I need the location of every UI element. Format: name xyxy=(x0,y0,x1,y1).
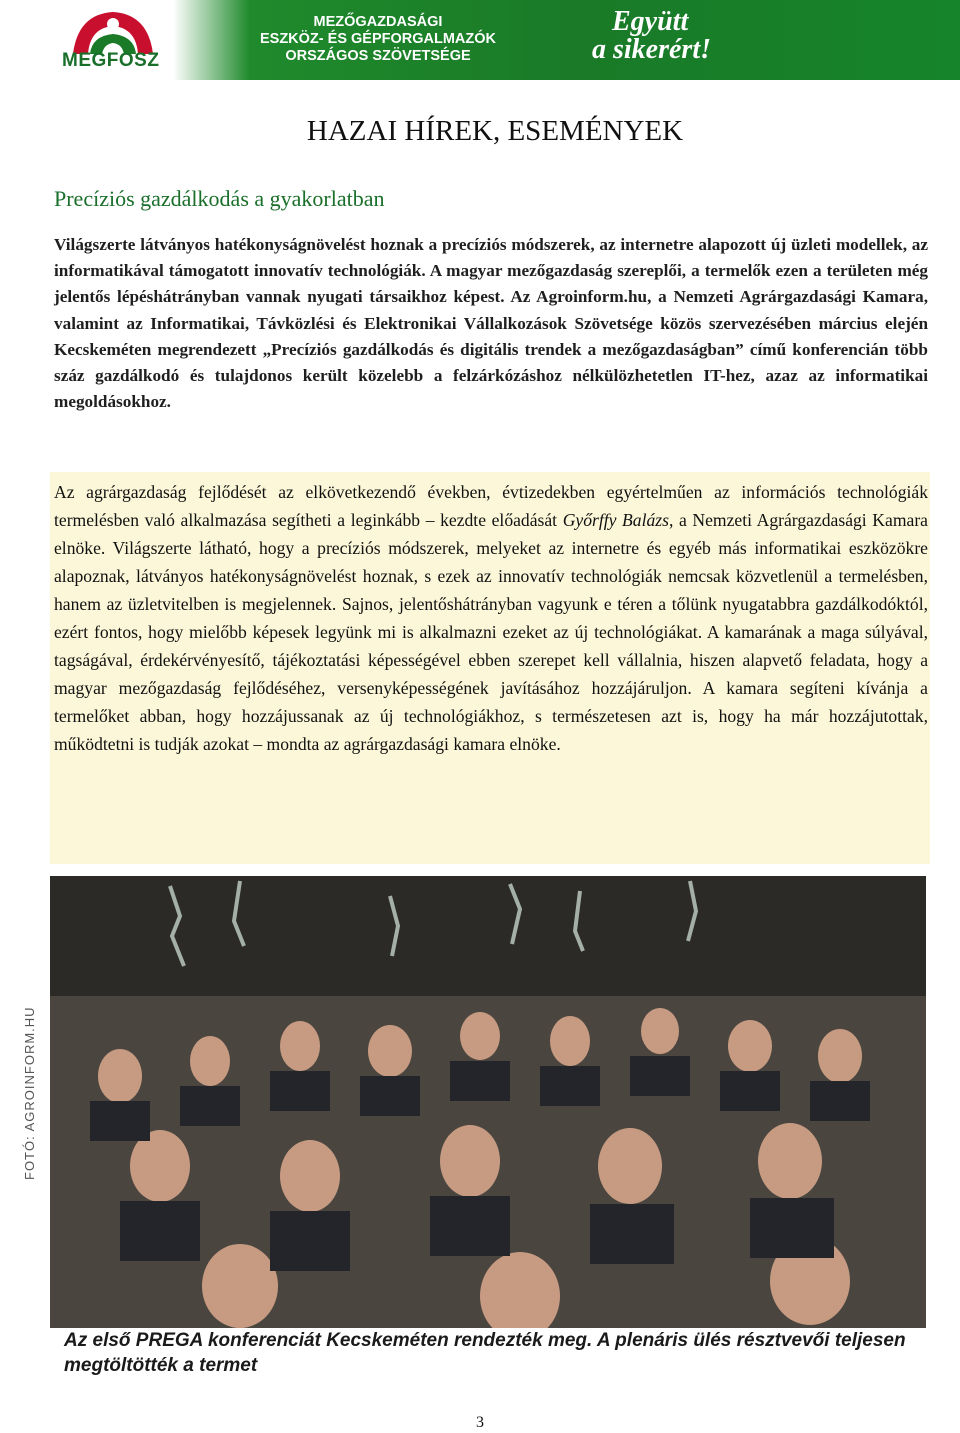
org-line-2: ESZKÖZ- ÉS GÉPFORGALMAZÓK xyxy=(259,31,497,47)
body-text-part-2: , a Nemzeti Agrárgazdasági Kamara elnöke. Világszerte látható, hogy a precíziós módszerek, melyeket az internetre és egyéb más informatikai eszközökre alapoznak, látványos hatékonyságnövelést hoznak, s ezek az innovatív technológiák nemcsak közvetlenül a termelésben, hanem az üzletvitelben is megjelennek. Sajnos, jelentőshátrányban vagyunk e téren a tőlünk nyugatabbra gazdálkodóktól, ezért fontos, hogy mielőbb képesek legyünk mi is alkalmazni ezeket az új technológiákat. A kamarának a maga súlyával, tagságával, érdekérvényesítő, tájékoztatási képességével ebben szerepet kell vállalnia, hiszen alapvető feladata, hogy a magyar mezőgazdaság fejlődéséhez, versenyképességének javításához hozzájáruljon. A kamara segíteni kívánja a termelőket abban, hogy hozzájussanak az új technológiákhoz, s természetesen azt is, hogy ha már hozzájutottak, működtetni is tudják azokat – mondta az agrárgazdasági kamara elnöke. xyxy=(54,510,928,754)
article-body xyxy=(54,478,928,758)
organization-name xyxy=(248,14,508,65)
photo-caption: Az első PREGA konferenciát Kecskeméten rendezték meg. A plenáris ülés résztvevői teljesen megtöltötték a termet xyxy=(64,1330,906,1376)
org-line-1: MEZŐGAZDASÁGI xyxy=(313,14,443,30)
logo-text: MEGFOSZ xyxy=(62,50,160,71)
slogan-line-2: a sikerért! xyxy=(592,34,711,65)
org-line-3: ORSZÁGOS SZÖVETSÉGE xyxy=(285,48,471,64)
page-header xyxy=(0,0,960,80)
speaker-name: Győrffy Balázs xyxy=(562,510,669,530)
article-lead: Világszerte látványos hatékonyságnövelést hoznak a precíziós módszerek, az internetre alapozott új üzleti modellek, az informatikával támogatott innovatív technológiák. A magyar mezőgazdaság szereplői, a termelők ezen a területen még jelentős lépéshátrányban vannak nyugati társaikhoz képest. Az Agroinform.hu, a Nemzeti Agrárgazdasági Kamara, valamint az Informatikai, Távközlési és Elektronikai Vállalkozások Szövetsége közös szervezésében március elején Kecskeméten megrendezett „Precíziós gazdálkodás és digitális trendek a mezőgazdaságban” című konferencián több száz gazdálkodó és tulajdonos került közelebb a felzárkózáshoz nélkülözhetetlen IT-hez, azaz az informatikai megoldásokhoz. xyxy=(54,235,928,412)
photo-credit: FOTÓ: AGROINFORM.HU xyxy=(22,1006,37,1180)
section-title: HAZAI HÍREK, ESEMÉNYEK xyxy=(306,115,684,147)
slogan-line-1: Együtt xyxy=(612,6,689,37)
audience-illustration xyxy=(50,876,926,1328)
body-text-part-1: Az agrárgazdaság fejlődését az elkövetkezendő években, évtizedekben egyértelműen az információs technológiák termelésben való alkalmazása segítheti a leginkább – kezdte előadását xyxy=(54,482,928,530)
article-title: Precíziós gazdálkodás a gyakorlatban xyxy=(54,186,385,211)
conference-photo xyxy=(50,876,926,1328)
page-number: 3 xyxy=(476,1414,484,1431)
